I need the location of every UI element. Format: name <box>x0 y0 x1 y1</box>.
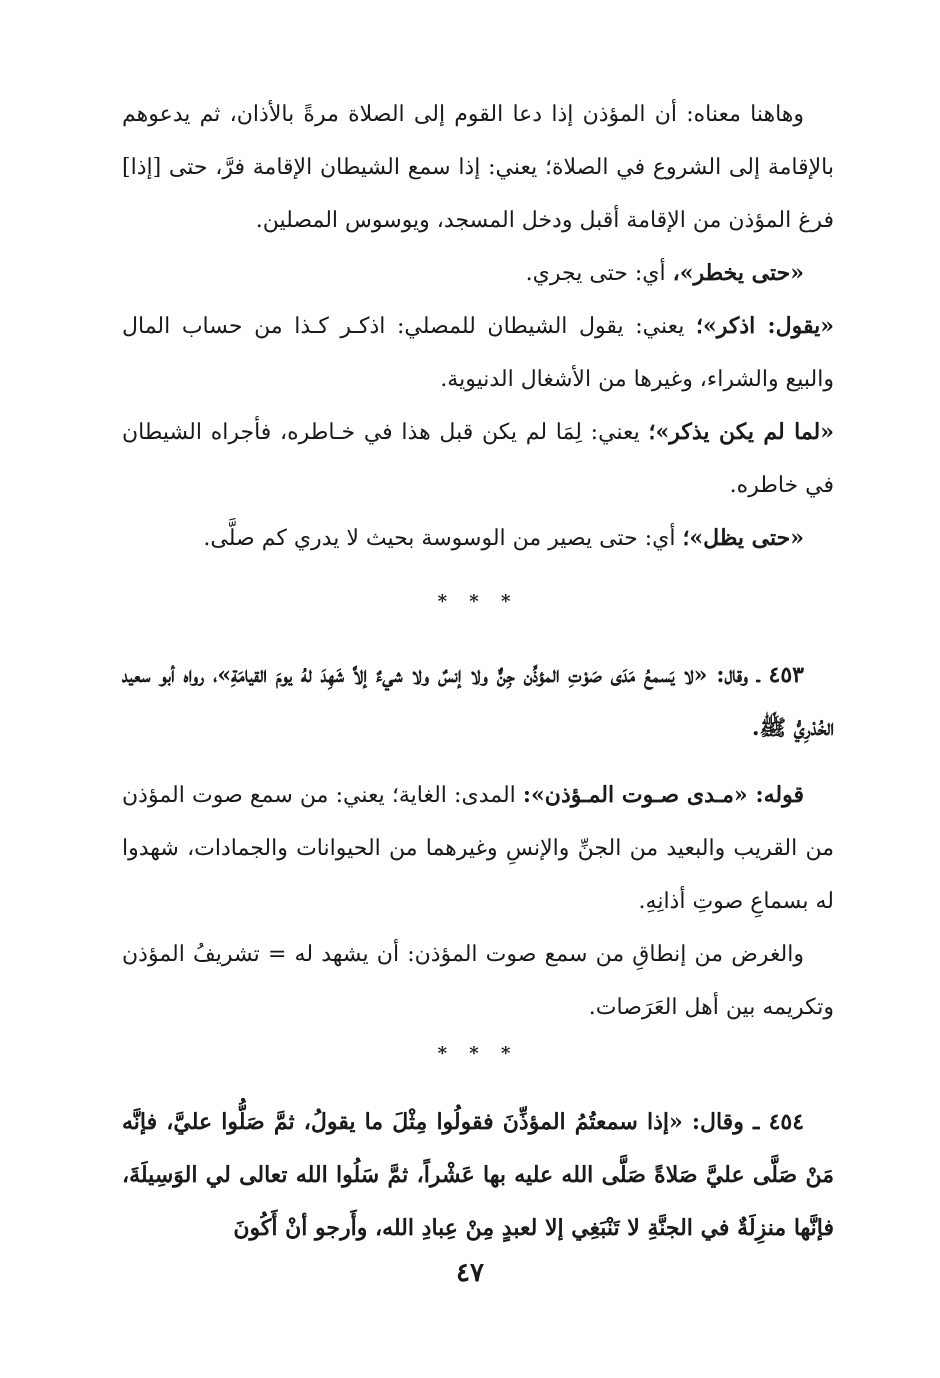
paragraph <box>122 247 834 300</box>
commentary-paragraph: والغرض من إنطاقِ من سمع صوت المؤذن: أن يشهد له = تشريفُ المؤذن وتكريمه بين أهل العَرَصات. <box>122 942 834 1020</box>
quoted-term: «يقول: اذكر»؛ <box>695 313 834 339</box>
paragraph <box>122 300 834 406</box>
hadith-number: ٤٥٤ ـ وقال: <box>682 1109 805 1135</box>
page-body <box>122 88 834 1255</box>
hadith-number: ٤٥٣ ـ وقال: <box>707 662 804 688</box>
page-number: ٤٧ <box>456 1258 484 1288</box>
section-separator: * * * <box>437 591 519 612</box>
quoted-term: «لما لم يكن يذكر»؛ <box>648 419 834 445</box>
commentary-paragraph <box>122 769 834 928</box>
explanation: المدى: الغاية؛ يعني: من سمع صوت المؤذن من القريب والبعيد من الجنِّ والإنسِ وغيرهما من الحيوانات والجمادات، شهدوا له بسماعِ صوتِ أذانِهِ. <box>122 783 834 914</box>
hadith-text <box>122 1096 834 1255</box>
quoted-term: «حتى يخطر»، <box>672 260 804 286</box>
hadith-body: «إذا سمعتُمُ المؤذِّنَ فقولُوا مِثْلَ ما يقولُ، ثمَّ صَلُّوا عليَّ، فإنَّه مَنْ صَلَّى عليَّ صَلاةً صَلَّى الله عليه بها عَشْراً، ثمَّ سَلُوا الله تعالى لي الوَسِيلَةَ، فإنَّها منزِلَةٌ في الجنَّةِ لا تَنْبَغِي إلا لعبدٍ مِنْ عِبادِ الله، وأَرجو أنْ أَكُونَ <box>122 1109 834 1241</box>
paragraph <box>122 406 834 512</box>
quoted-term: «حتى يظل»؛ <box>682 525 804 551</box>
quoted-term: قوله: «مـدى صـوت المـؤذن»: <box>522 782 804 808</box>
explanation: أي: حتى يصير من الوسوسة بحيث لا يدري كم صلَّى. <box>203 526 683 551</box>
paragraph: وهاهنا معناه: أن المؤذن إذا دعا القوم إلى الصلاة مرةً بالأذان، ثم يدعوهم بالإقامة إلى الشروع في الصلاة؛ يعني: إذا سمع الشيطان الإقامة فرَّ، حتى [إذا] فرغ المؤذن من الإقامة أقبل ودخل المسجد، ويوسوس المصلين. <box>122 102 834 233</box>
explanation: أي: حتى يجري. <box>525 261 673 286</box>
explanation: يعني: يقول الشيطان للمصلي: اذكـر كـذا من حساب المال والبيع والشراء، وغيرها من الأشغال الدنيوية. <box>122 314 834 392</box>
paragraph <box>122 512 834 565</box>
explanation: يعني: لِمَا لم يكن قبل هذا في خـاطره، فأجراه الشيطان في خاطره. <box>122 420 834 498</box>
hadith-body: «لا يَسمعُ مَدَى صَوْتِ المؤذِّن جِنٌّ ولا إنسٌ ولا شيءٌ إلاَّ شَهِدَ لهُ يومَ القيامَةِ»، رواه أبو سعيد الخُدْرِيُّ ﷺ. <box>122 662 834 741</box>
hadith-text <box>122 649 834 755</box>
section-separator: * * * <box>437 1043 519 1064</box>
